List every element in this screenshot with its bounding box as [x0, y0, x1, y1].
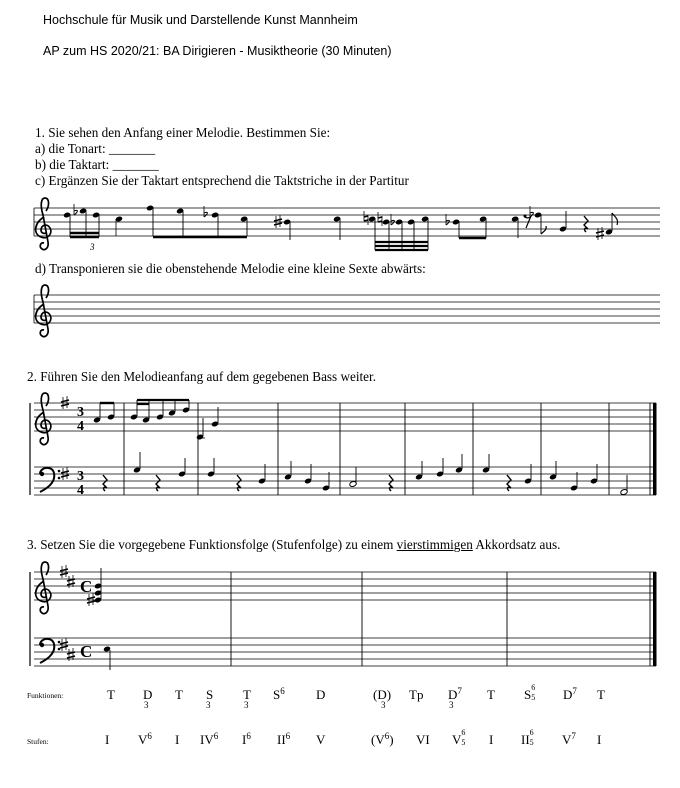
q3-grand-staff [30, 562, 657, 670]
svg-text:4: 4 [77, 483, 84, 498]
q1-d-instruction: d) Transponieren sie die obenstehende Melodie eine kleine Sexte abwärts: [35, 261, 426, 276]
exam-title: AP zum HS 2020/21: BA Dirigieren - Musiktheorie (30 Minuten) [43, 44, 392, 58]
q2-grand-staff [30, 393, 657, 498]
transposition-staff [34, 285, 660, 337]
q1-a-tonart: a) die Tonart: _______ [35, 141, 156, 156]
svg-text:C: C [80, 642, 93, 661]
stufen-label: Stufen: [27, 737, 49, 746]
funktionen-label: Funktionen: [27, 691, 64, 700]
svg-text:3: 3 [77, 405, 84, 420]
svg-text:C: C [80, 577, 93, 596]
q2-title: 2. Führen Sie den Melodieanfang auf dem gegebenen Bass weiter. [27, 369, 376, 384]
melody-staff [34, 198, 660, 252]
svg-text:4: 4 [77, 419, 84, 434]
triplet-mark: 3 [90, 242, 95, 252]
q1-title: 1. Sie sehen den Anfang einer Melodie. Bestimmen Sie: [35, 125, 331, 140]
q1-c-instruction: c) Ergänzen Sie der Taktart entsprechend die Taktstriche in der Partitur [35, 173, 409, 188]
q3-title: 3. Setzen Sie die vorgegebene Funktionsfolge (Stufenfolge) zu einem vierstimmigen Akkordsatz aus. [27, 537, 561, 552]
q1-b-taktart: b) die Taktart: _______ [35, 157, 159, 172]
svg-text:3: 3 [77, 469, 84, 484]
institution-name: Hochschule für Musik und Darstellende Kunst Mannheim [43, 13, 358, 27]
